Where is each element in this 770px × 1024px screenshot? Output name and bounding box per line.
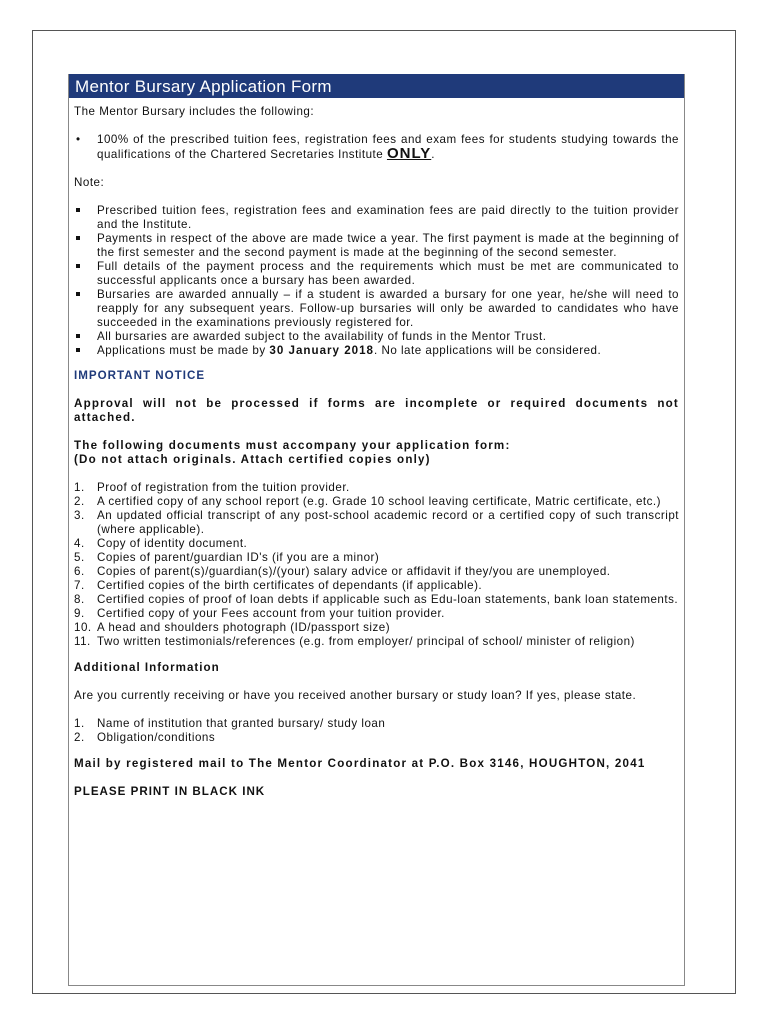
item-number: 5. bbox=[74, 551, 85, 564]
important-notice-heading: IMPORTANT NOTICE bbox=[74, 369, 206, 382]
document-page bbox=[32, 30, 736, 994]
document-item bbox=[74, 551, 679, 565]
item-number: 4. bbox=[74, 537, 85, 550]
includes-end: . bbox=[431, 148, 435, 161]
item-number: 9. bbox=[74, 607, 85, 620]
document-item bbox=[74, 621, 679, 635]
item-number: 3. bbox=[74, 509, 85, 522]
additional-item bbox=[74, 731, 679, 745]
item-text: A certified copy of any school report (e.g. Grade 10 school leaving certificate, Matric certificate, etc.) bbox=[97, 495, 662, 508]
item-text: An updated official transcript of any post-school academic record or a certified copy of such transcript (where applicable). bbox=[97, 509, 679, 536]
item-number: 2. bbox=[74, 731, 85, 744]
document-item bbox=[74, 593, 679, 607]
item-text: Certified copies of the birth certificates of dependants (if applicable). bbox=[97, 579, 483, 592]
additional-list bbox=[74, 717, 679, 745]
documents-heading-line2: (Do not attach originals. Attach certified copies only) bbox=[74, 453, 431, 466]
item-text: Two written testimonials/references (e.g. from employer/ principal of school/ minister of religion) bbox=[97, 635, 635, 648]
approval-warning: Approval will not be processed if forms are incomplete or required documents not attached. bbox=[74, 397, 679, 424]
document-item bbox=[74, 607, 679, 621]
item-number: 1. bbox=[74, 481, 85, 494]
additional-question: Are you currently receiving or have you received another bursary or study loan? If yes, please state. bbox=[74, 689, 637, 702]
item-text: Name of institution that granted bursary/ study loan bbox=[97, 717, 386, 730]
includes-text: 100% of the prescribed tuition fees, registration fees and exam fees for students studying towards the qualifications of the Chartered Secretaries Institute bbox=[97, 133, 679, 161]
item-number: 1. bbox=[74, 717, 85, 730]
document-item bbox=[74, 509, 679, 537]
item-number: 6. bbox=[74, 565, 85, 578]
item-number: 8. bbox=[74, 593, 85, 606]
documents-heading-line1: The following documents must accompany your application form: bbox=[74, 439, 511, 452]
item-number: 7. bbox=[74, 579, 85, 592]
additional-info-heading: Additional Information bbox=[74, 661, 220, 674]
document-item bbox=[74, 495, 679, 509]
mail-instruction: Mail by registered mail to The Mentor Coordinator at P.O. Box 3146, HOUGHTON, 2041 bbox=[74, 757, 646, 770]
item-number: 2. bbox=[74, 495, 85, 508]
deadline-before: Applications must be made by bbox=[97, 344, 270, 357]
document-item bbox=[74, 635, 679, 649]
note-item: Payments in respect of the above are made twice a year. The first payment is made at the beginning of the first semester and the second payment is made at the beginning of the second semester. bbox=[74, 232, 679, 260]
includes-item bbox=[74, 133, 679, 162]
item-text: Copy of identity document. bbox=[97, 537, 248, 550]
deadline-date: 30 January 2018 bbox=[269, 344, 374, 357]
print-instruction: PLEASE PRINT IN BLACK INK bbox=[74, 785, 266, 798]
documents-list bbox=[74, 481, 679, 649]
item-number: 11. bbox=[74, 635, 91, 648]
note-label: Note: bbox=[74, 176, 105, 189]
additional-item bbox=[74, 717, 679, 731]
documents-heading bbox=[74, 439, 679, 467]
item-text: Certified copy of your Fees account from your tuition provider. bbox=[97, 607, 445, 620]
deadline-item bbox=[74, 344, 679, 358]
item-number: 10. bbox=[74, 621, 92, 634]
item-text: A head and shoulders photograph (ID/passport size) bbox=[97, 621, 391, 634]
document-item bbox=[74, 481, 679, 495]
form-title: Mentor Bursary Application Form bbox=[69, 74, 684, 98]
includes-list bbox=[74, 133, 679, 162]
item-text: Copies of parent/guardian ID's (if you are a minor) bbox=[97, 551, 380, 564]
application-form bbox=[68, 74, 685, 986]
deadline-after: . No late applications will be considered. bbox=[374, 344, 602, 357]
form-content bbox=[69, 105, 684, 799]
document-item bbox=[74, 579, 679, 593]
item-text: Certified copies of proof of loan debts if applicable such as Edu-loan statements, bank loan statements. bbox=[97, 593, 679, 606]
notes-list bbox=[74, 204, 679, 358]
item-text: Obligation/conditions bbox=[97, 731, 216, 744]
only-emphasis: ONLY bbox=[386, 145, 432, 162]
note-item: All bursaries are awarded subject to the availability of funds in the Mentor Trust. bbox=[74, 330, 679, 344]
note-item: Bursaries are awarded annually – if a student is awarded a bursary for one year, he/she will need to reapply for any subsequent years. Follow-up bursaries will only be awarded to candidates who have succeeded in the examinations previously registered for. bbox=[74, 288, 679, 330]
note-item: Prescribed tuition fees, registration fees and examination fees are paid directly to the tuition provider and the Institute. bbox=[74, 204, 679, 232]
item-text: Proof of registration from the tuition provider. bbox=[97, 481, 350, 494]
item-text: Copies of parent(s)/guardian(s)/(your) salary advice or affidavit if they/you are unemployed. bbox=[97, 565, 611, 578]
note-item: Full details of the payment process and the requirements which must be met are communicated to successful applicants once a bursary has been awarded. bbox=[74, 260, 679, 288]
document-item bbox=[74, 537, 679, 551]
intro-text: The Mentor Bursary includes the following: bbox=[74, 105, 315, 118]
document-item bbox=[74, 565, 679, 579]
